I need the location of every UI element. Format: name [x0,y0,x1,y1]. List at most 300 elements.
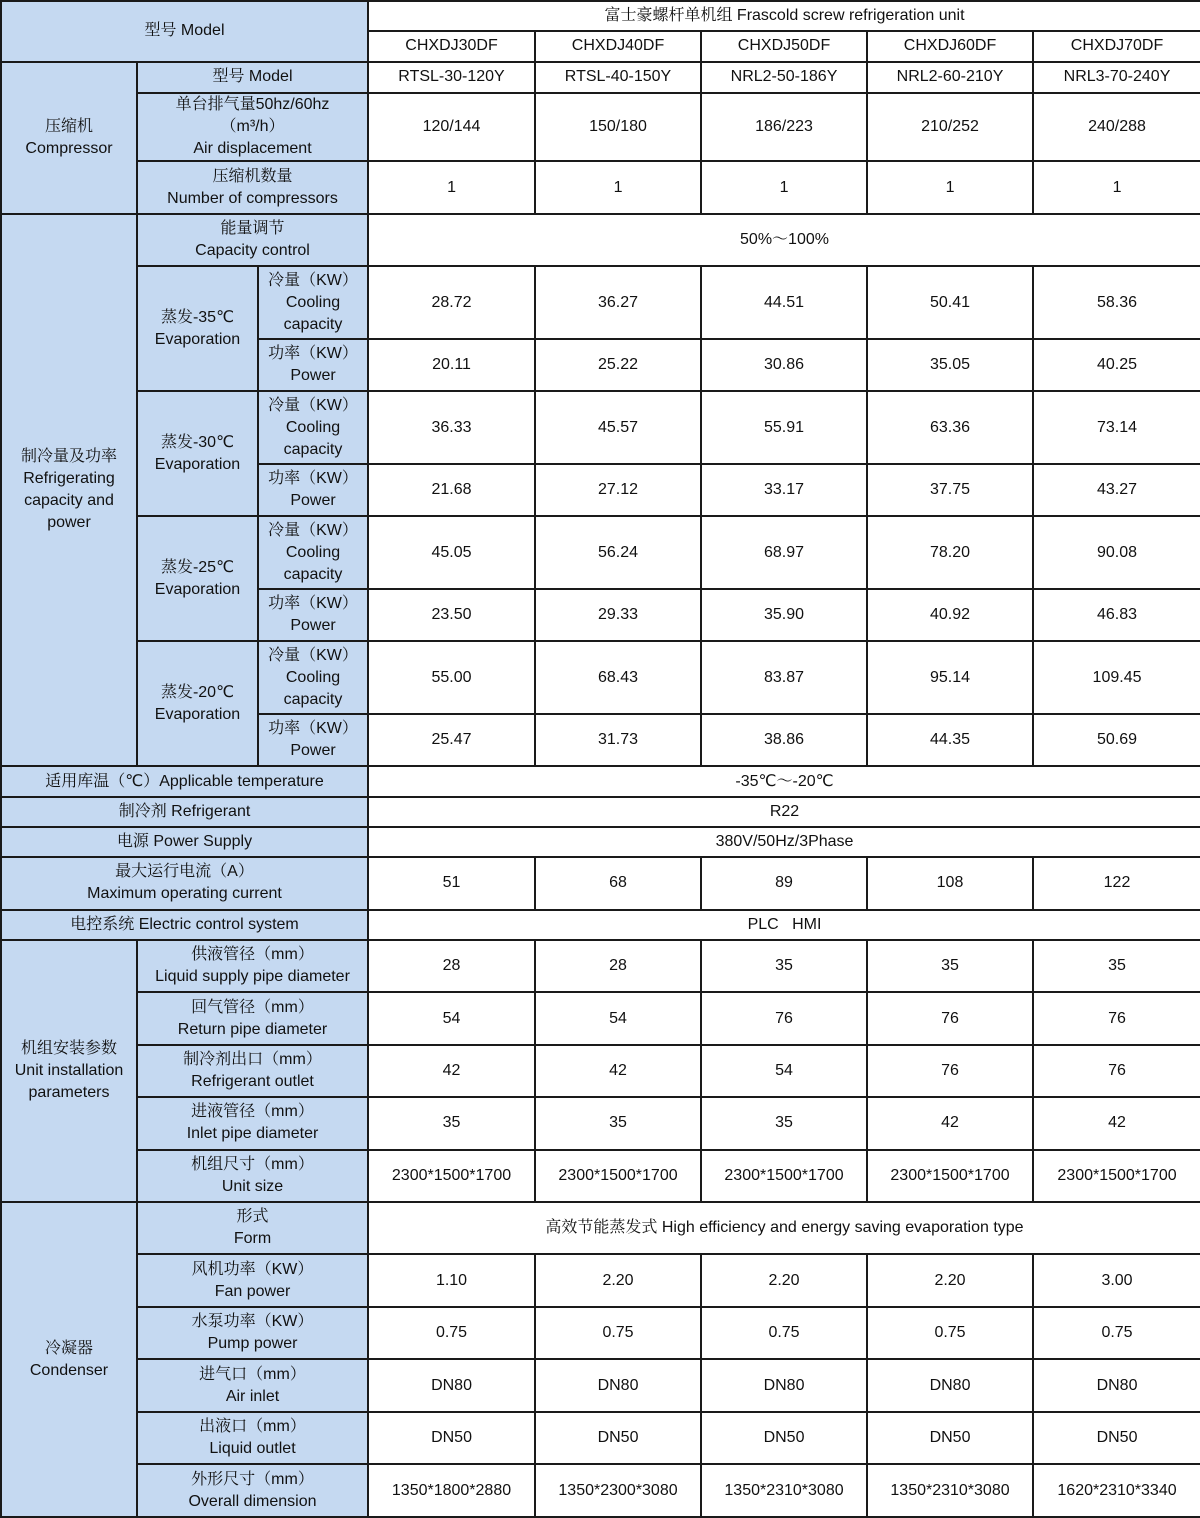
installation-param-value [535,1045,701,1097]
evaporation-label-text: Evaporation [154,455,241,473]
evaporation-label [137,641,258,766]
installation-param-value-text: 76 [1108,1061,1126,1079]
power-label-text: 功率（KW） [268,595,358,613]
air-displacement-value [368,93,535,162]
model-name-text: CHXDJ60DF [903,37,997,55]
power-value [535,714,701,766]
compressor-model-value-text: NRL2-50-186Y [730,68,838,86]
cooling-capacity-value-text: 83.87 [763,668,805,686]
cooling-capacity-value [368,266,535,339]
refrigerating-group-label-text: Refrigerating [23,470,115,488]
power-value [368,339,535,391]
installation-param-value [535,940,701,992]
condenser-param-value-text: 1350*2310*3080 [724,1481,844,1499]
installation-param-value-text: 76 [941,1009,959,1027]
cooling-capacity-value-text: 28.72 [431,293,472,311]
cooling-capacity-value [1033,641,1200,714]
condenser-param-label [137,1359,368,1411]
power-label [258,714,368,766]
installation-param-label [137,1150,368,1202]
condenser-form-label [137,1202,368,1254]
cooling-capacity-value-text: 109.45 [1092,668,1142,686]
installation-group-label-text: Unit installation [14,1061,124,1079]
installation-param-value-text: 35 [941,957,959,975]
condenser-param-value [535,1359,701,1411]
cooling-capacity-label-text: 冷量（KW） [268,521,358,539]
electric-control-value-text: PLC HMI [747,915,822,933]
cooling-capacity-value [1033,391,1200,464]
installation-param-value [701,1045,867,1097]
power-supply-label [1,827,368,857]
installation-param-value-text: 35 [1108,957,1126,975]
electric-control-label [1,910,368,940]
compressor-count-value [867,161,1033,213]
refrigerating-group-label-text: capacity and [24,492,114,510]
cooling-capacity-value-text: 95.14 [929,668,971,686]
condenser-param-value [701,1254,867,1306]
power-value [368,589,535,641]
cooling-capacity-value-text: 45.57 [597,418,639,436]
power-value [867,339,1033,391]
condenser-form-label-text: 形式 [236,1208,269,1226]
condenser-form-label-text: Form [233,1230,272,1248]
installation-param-value [867,1150,1033,1202]
installation-param-value-text: 35 [442,1114,461,1132]
capacity-control-label-text: Capacity control [195,242,310,259]
power-value [867,464,1033,516]
compressor-count-value-text: 1 [447,178,456,196]
evaporation-label-text: 蒸发-35℃ [160,308,235,326]
capacity-control-label [137,214,368,266]
compressor-count-label-text: Number of compressors [167,189,338,207]
condenser-param-value [535,1254,701,1306]
power-value [1033,339,1200,391]
compressor-model-value-text: NRL3-70-240Y [1063,68,1171,86]
compressor-model-value [867,62,1033,93]
cooling-capacity-value [701,391,867,464]
condenser-param-value [1033,1307,1200,1359]
refrigerating-group-label-text: power [47,514,91,532]
power-label [258,339,368,391]
compressor-count-value-text: 1 [1112,178,1122,196]
installation-param-label [137,940,368,992]
power-value-text: 25.47 [431,731,472,749]
evaporation-label [137,516,258,641]
installation-param-value [368,992,535,1044]
condenser-param-value [1033,1412,1200,1464]
cooling-capacity-value-text: 55.91 [763,418,805,436]
condenser-param-value-text: 1.10 [435,1271,468,1289]
power-value [701,339,867,391]
installation-param-label-text: Inlet pipe diameter [186,1125,319,1143]
condenser-param-value-text: DN50 [929,1429,971,1446]
installation-param-value [867,940,1033,992]
condenser-param-value [701,1412,867,1464]
evaporation-label-text: Evaporation [154,330,241,348]
condenser-param-value [368,1359,535,1411]
refrigerating-group-label [1,214,137,767]
power-label-text: Power [290,492,336,510]
power-value-text: 35.05 [929,356,971,374]
power-value-text: 20.11 [432,356,471,374]
installation-param-value [1033,1150,1200,1202]
air-displacement-value-text: 210/252 [921,118,979,136]
compressor-model-value [368,62,535,93]
cooling-capacity-value [535,641,701,714]
max-current-value-text: 108 [936,874,964,892]
condenser-param-value [535,1464,701,1517]
condenser-param-value [701,1359,867,1411]
capacity-control-value-text: 50%～100% [740,231,829,248]
cooling-capacity-value [867,516,1033,589]
compressor-count-value-text: 1 [779,178,789,196]
condenser-param-value [368,1412,535,1464]
installation-param-value [1033,1097,1200,1149]
power-value-text: 40.92 [929,606,971,624]
air-displacement-label-text: 单台排气量50hz/60hz [175,96,330,114]
installation-param-value-text: 2300*1500*1700 [558,1166,678,1184]
compressor-model-value-text: RTSL-30-120Y [398,68,505,86]
air-displacement-value [867,93,1033,162]
installation-param-value [368,940,535,992]
condenser-param-value-text: DN80 [1096,1376,1138,1394]
condenser-param-value [867,1412,1033,1464]
cooling-capacity-value [535,516,701,589]
power-label-text: 功率（KW） [268,345,358,363]
power-label [258,464,368,516]
power-value [867,714,1033,766]
power-value-text: 43.27 [1096,481,1138,499]
condenser-param-value-text: DN50 [763,1429,805,1446]
installation-param-label-text: Unit size [221,1177,284,1195]
power-label-text: Power [290,367,336,385]
evaporation-label [137,266,258,391]
max-current-value [535,857,701,909]
max-current-value [1033,857,1200,909]
compressor-model-value-text: RTSL-40-150Y [564,68,672,86]
evaporation-label [137,391,258,516]
power-value [701,589,867,641]
power-label-text: Power [290,617,336,635]
condenser-param-value [701,1307,867,1359]
installation-param-value-text: 42 [1108,1114,1126,1132]
evaporation-label-text: 蒸发-25℃ [160,558,235,576]
installation-param-label-text: Return pipe diameter [177,1020,328,1038]
condenser-group-label-text: Condenser [29,1361,109,1379]
compressor-count-value [701,161,867,213]
condenser-group-label [1,1202,137,1517]
air-displacement-value [701,93,867,162]
cooling-capacity-label-text: capacity [283,440,343,458]
installation-param-value [368,1045,535,1097]
air-displacement-value-text: 120/144 [422,118,481,136]
max-current-value-text: 68 [609,874,627,892]
condenser-param-value-text: 1350*2310*3080 [890,1481,1010,1499]
condenser-param-value [867,1464,1033,1517]
model-name-text: CHXDJ70DF [1070,37,1164,55]
power-value [701,464,867,516]
compressor-count-value [1033,161,1200,213]
refrigerant-label-text: 制冷剂 Refrigerant [118,802,251,820]
capacity-control-label-text: 能量调节 [220,220,285,237]
power-value-text: 31.73 [597,731,639,749]
capacity-control-value [368,214,1200,266]
condenser-param-value-text: 1350*2300*3080 [558,1481,678,1499]
model-name-text: CHXDJ50DF [737,37,831,55]
air-displacement-label [137,93,368,162]
compressor-count-value [535,161,701,213]
applicable-temperature-label-text: 适用库温（℃）Applicable temperature [45,772,324,790]
cooling-capacity-value [368,391,535,464]
installation-param-value-text: 35 [775,1114,793,1132]
air-displacement-label-text: （m³/h） [220,118,285,136]
power-value-text: 30.86 [763,356,805,374]
installation-param-value-text: 2300*1500*1700 [724,1166,844,1184]
cooling-capacity-label-text: 冷量（KW） [268,396,358,414]
power-value [1033,464,1200,516]
power-value [701,714,867,766]
power-label-text: Power [290,742,336,760]
cooling-capacity-value [701,266,867,339]
model-name-text: CHXDJ30DF [405,37,498,55]
installation-param-value [1033,992,1200,1044]
cooling-capacity-value-text: 73.14 [1096,418,1138,436]
installation-param-value-text: 2300*1500*1700 [1057,1166,1177,1184]
cooling-capacity-label-text: 冷量（KW） [268,271,358,289]
air-displacement-value [1033,93,1200,162]
model-name [368,31,535,61]
installation-param-value-text: 42 [442,1061,461,1079]
refrigerant-value-text: R22 [769,802,800,820]
cooling-capacity-label-text: Cooling [285,293,341,311]
condenser-form-value [368,1202,1200,1254]
condenser-param-value [368,1464,535,1517]
cooling-capacity-value [867,641,1033,714]
max-current-value [368,857,535,909]
condenser-param-value [867,1307,1033,1359]
compressor-count-label-text: 压缩机数量 [212,167,293,185]
compressor-count-value-text: 1 [945,178,955,196]
refrigerant-label [1,797,368,827]
installation-param-value [701,1150,867,1202]
condenser-param-value [1033,1359,1200,1411]
installation-param-label-text: 进液管径（mm） [191,1103,314,1121]
power-value-text: 21.68 [431,481,472,499]
condenser-param-value-text: DN80 [431,1376,472,1394]
installation-param-value [867,1097,1033,1149]
condenser-param-label-text: 进气口（mm） [199,1365,306,1383]
power-value [535,589,701,641]
installation-param-value [368,1150,535,1202]
condenser-param-value-text: 0.75 [768,1324,800,1342]
power-value-text: 29.33 [597,606,639,624]
cooling-capacity-label-text: capacity [283,315,343,333]
model-name [1033,31,1200,61]
condenser-param-value [867,1254,1033,1306]
refrigerating-group-label-text: 制冷量及功率 [20,448,117,466]
condenser-group-label-text: 冷凝器 [44,1339,93,1357]
installation-param-value-text: 35 [609,1114,627,1132]
cooling-capacity-value-text: 50.41 [929,293,971,311]
installation-param-value-text: 54 [609,1009,627,1027]
installation-param-label-text: 制冷剂出口（mm） [183,1050,322,1068]
power-value-text: 46.83 [1096,606,1138,624]
product-title-text: 富士豪螺杆单机组 Frascold screw refrigeration unit [604,7,965,25]
condenser-param-value [535,1412,701,1464]
electric-control-value [368,910,1200,940]
condenser-form-value-text: 高效节能蒸发式 High efficiency and energy saving evaporation type [545,1219,1024,1237]
power-value [535,339,701,391]
installation-param-label-text: 供液管径（mm） [191,946,314,964]
installation-param-value [867,992,1033,1044]
power-value [368,714,535,766]
cooling-capacity-value [867,391,1033,464]
installation-param-value-text: 2300*1500*1700 [391,1166,512,1184]
installation-param-value [535,1097,701,1149]
condenser-param-value-text: DN80 [929,1376,971,1394]
cooling-capacity-value-text: 90.08 [1096,543,1138,561]
evaporation-label-text: 蒸发-30℃ [160,433,235,451]
air-displacement-value-text: 186/223 [755,118,813,136]
cooling-capacity-value [1033,266,1200,339]
installation-param-value [701,992,867,1044]
installation-param-value [701,1097,867,1149]
power-supply-label-text: 电源 Power Supply [116,833,253,851]
power-value [368,464,535,516]
applicable-temperature-label [1,766,368,796]
condenser-param-label-text: 外形尺寸（mm） [191,1470,314,1488]
power-label-text: 功率（KW） [268,720,358,738]
compressor-model-value-text: NRL2-60-210Y [896,68,1004,86]
condenser-param-value-text: DN80 [763,1376,805,1394]
cooling-capacity-value [535,391,701,464]
power-value-text: 40.25 [1096,356,1138,374]
cooling-capacity-value-text: 68.97 [763,543,805,561]
condenser-param-label-text: 出液口（mm） [199,1418,306,1435]
refrigerant-value [368,797,1200,827]
installation-group-label-text: parameters [28,1083,110,1101]
power-value-text: 37.75 [929,481,971,499]
installation-group-label-text: 机组安装参数 [20,1039,117,1057]
installation-param-value-text: 42 [941,1114,959,1132]
installation-param-value-text: 54 [442,1009,461,1027]
cooling-capacity-value-text: 36.33 [431,418,472,436]
compressor-model-value [1033,62,1200,93]
cooling-capacity-value-text: 36.27 [597,293,639,311]
installation-param-label-text: 机组尺寸（mm） [191,1155,314,1173]
condenser-param-label-text: 水泵功率（KW） [191,1313,314,1331]
condenser-param-value [368,1307,535,1359]
condenser-param-value [867,1359,1033,1411]
power-label [258,589,368,641]
evaporation-label-text: Evaporation [154,705,241,723]
compressor-group-label-text: 压缩机 [44,117,93,135]
max-current-value-text: 89 [775,874,793,892]
installation-param-value-text: 76 [775,1009,793,1027]
condenser-param-value-text: 2.20 [768,1271,800,1289]
electric-control-label-text: 电控系统 Electric control system [70,915,299,933]
cooling-capacity-label-text: 冷量（KW） [268,646,358,664]
power-supply-value-text: 380V/50Hz/3Phase [715,833,854,851]
condenser-param-label [137,1464,368,1517]
condenser-param-label-text: Liquid outlet [209,1440,296,1457]
compressor-group-label [1,62,137,214]
model-header-label-text: 型号 Model [144,22,225,40]
condenser-param-label-text: Air inlet [225,1387,280,1405]
cooling-capacity-value [701,516,867,589]
evaporation-label-text: Evaporation [154,580,241,598]
power-label-text: 功率（KW） [268,470,358,488]
air-displacement-value [535,93,701,162]
evaporation-label-text: 蒸发-20℃ [160,683,235,701]
compressor-model-value [701,62,867,93]
compressor-model-label-text: 型号 Model [212,68,293,86]
compressor-count-value-text: 1 [613,178,623,196]
cooling-capacity-label-text: Cooling [285,668,341,686]
installation-param-label [137,992,368,1044]
installation-param-value [535,1150,701,1202]
model-header-label [1,1,368,62]
compressor-count-value [368,161,535,213]
condenser-param-value [701,1464,867,1517]
model-name [701,31,867,61]
compressor-group-label-text: Compressor [25,139,113,157]
condenser-param-label [137,1412,368,1464]
compressor-model-value [535,62,701,93]
compressor-model-label [137,62,368,93]
power-value [535,464,701,516]
cooling-capacity-value [1033,516,1200,589]
installation-param-value-text: 35 [775,957,793,975]
installation-param-value [1033,940,1200,992]
installation-param-value-text: 28 [609,957,627,975]
cooling-capacity-label-text: capacity [283,565,343,583]
power-value-text: 44.35 [929,731,971,749]
applicable-temperature-value [368,766,1200,796]
installation-param-value [867,1045,1033,1097]
cooling-capacity-value-text: 63.36 [929,418,971,436]
installation-param-value [368,1097,535,1149]
installation-param-label-text: Liquid supply pipe diameter [155,968,350,986]
power-value-text: 33.17 [763,481,805,499]
cooling-capacity-label-text: capacity [283,690,343,708]
installation-param-value-text: 28 [442,957,461,975]
power-value [867,589,1033,641]
air-displacement-label-text: Air displacement [193,140,312,158]
cooling-capacity-value-text: 78.20 [929,543,971,561]
cooling-capacity-value-text: 68.43 [597,668,639,686]
installation-param-value-text: 42 [609,1061,627,1079]
cooling-capacity-value-text: 58.36 [1096,293,1138,311]
cooling-capacity-value [535,266,701,339]
power-value-text: 27.12 [597,481,639,499]
model-name [867,31,1033,61]
installation-param-label-text: Refrigerant outlet [191,1072,314,1090]
condenser-param-value-text: 0.75 [435,1324,468,1342]
condenser-param-value [368,1254,535,1306]
condenser-param-value-text: DN50 [597,1429,639,1446]
max-current-value [701,857,867,909]
max-current-label [1,857,368,909]
condenser-param-value-text: 0.75 [1101,1324,1133,1342]
product-title [368,1,1200,31]
air-displacement-value-text: 240/288 [1088,118,1146,136]
condenser-param-value-text: 1620*2310*3340 [1057,1481,1177,1499]
cooling-capacity-value-text: 55.00 [431,668,472,686]
power-value-text: 38.86 [763,731,805,749]
power-value [1033,589,1200,641]
cooling-capacity-value [368,516,535,589]
